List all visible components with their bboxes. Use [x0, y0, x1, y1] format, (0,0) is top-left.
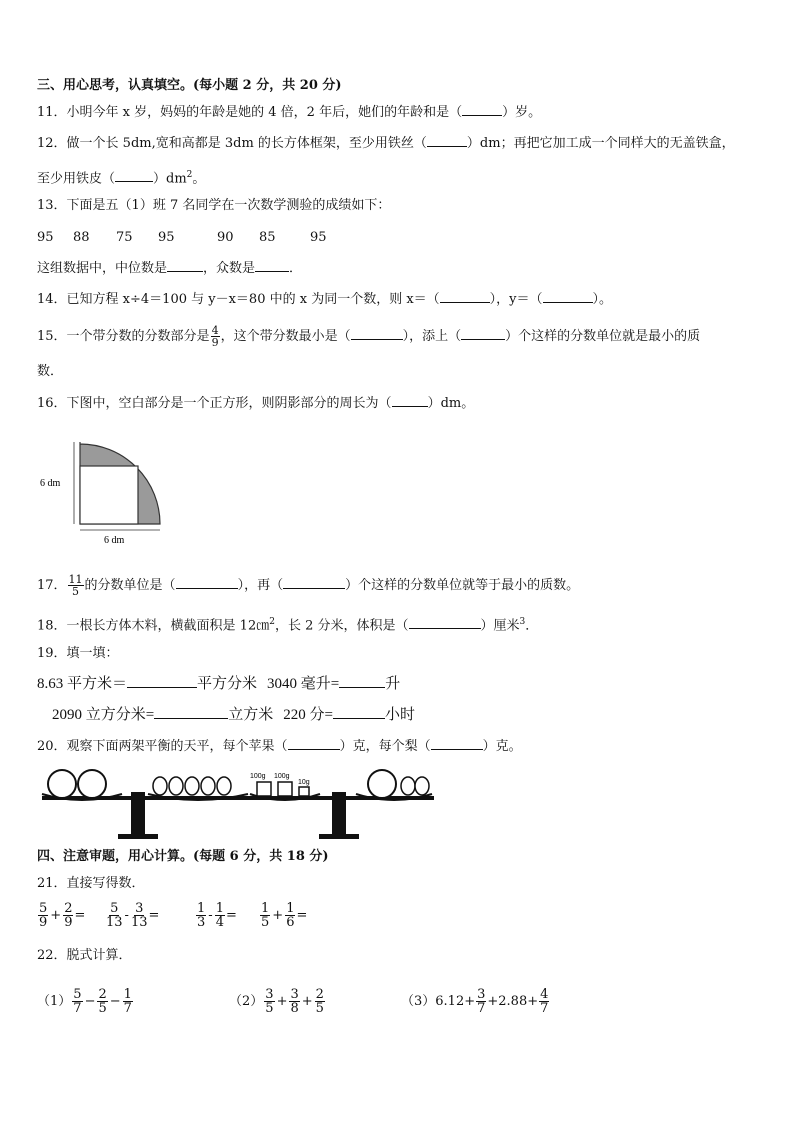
scale-post	[332, 792, 346, 834]
expression-text: +2.88+	[487, 994, 539, 1009]
question-21	[37, 875, 145, 893]
question-number: 16．	[37, 396, 67, 411]
question-12-line-2	[37, 166, 205, 188]
numerator: 3	[477, 987, 486, 1002]
answer-blank[interactable]	[427, 146, 467, 147]
question-13	[37, 197, 390, 215]
weight-label: 100g	[250, 773, 266, 780]
pear-icon	[153, 777, 167, 795]
conversion-row-1	[37, 675, 400, 693]
pear-icon	[201, 777, 215, 795]
question-text: ，这个带分数最小是（	[220, 329, 351, 344]
equals-sign: =	[296, 908, 308, 923]
question-text: 小明今年 x 岁，妈妈的年龄是她的 4 倍，2 年后，她们的年龄和是（	[66, 105, 463, 120]
operator: -	[208, 908, 213, 923]
problem-label: （1）	[37, 994, 72, 1009]
conversion-row-2	[52, 706, 415, 724]
question-text: ）克，每个梨（	[339, 739, 431, 754]
score: 85	[259, 230, 276, 245]
answer-blank[interactable]	[288, 749, 340, 750]
answer-blank[interactable]	[351, 339, 403, 340]
question-text: ）。	[592, 292, 613, 307]
denominator: 5	[265, 1001, 274, 1016]
fraction	[196, 902, 206, 929]
score: 88	[73, 230, 90, 245]
pear-icon	[401, 777, 415, 795]
operator: +	[272, 908, 284, 923]
fraction	[285, 902, 295, 929]
question-text: ），再（	[237, 578, 284, 593]
denominator: 9	[211, 336, 219, 349]
numerator: 1	[261, 901, 270, 916]
question-text: 的分数单位是（	[84, 578, 176, 593]
answer-blank[interactable]	[461, 339, 505, 340]
question-text: 做一个长 5dm,宽和高都是 3dm 的长方体框架，至少用铁丝（	[66, 136, 427, 151]
question-title: 直接写得数．	[66, 876, 145, 891]
step-calc-2[interactable]	[229, 988, 401, 1015]
fraction	[211, 325, 220, 348]
x-blank[interactable]	[440, 302, 490, 303]
answer-blank[interactable]	[115, 181, 153, 182]
question-text: ）dm；再把它加工成一个同样大的无盖铁盒，	[466, 136, 735, 151]
numerator: 2	[315, 987, 324, 1002]
fraction	[264, 988, 274, 1015]
question-number: 21．	[37, 876, 67, 891]
conversion-text: 小时	[384, 707, 415, 723]
balance-scale-left	[42, 770, 262, 839]
answer-blank[interactable]	[176, 588, 238, 589]
question-title: 填一填：	[66, 646, 119, 661]
fraction	[106, 902, 123, 929]
denominator: 5	[72, 585, 80, 598]
fraction	[63, 902, 73, 929]
numerator: 5	[73, 987, 82, 1002]
conversion-text: 3040 毫升=	[267, 676, 340, 692]
denominator: 7	[73, 1001, 82, 1016]
balance-scale-right	[244, 770, 434, 839]
numerator: 5	[110, 901, 119, 916]
answer-blank[interactable]	[283, 588, 345, 589]
question-20	[37, 738, 522, 756]
apple-icon	[78, 770, 106, 798]
question-text: 。	[192, 171, 206, 187]
numerator: 3	[135, 901, 144, 916]
mental-math-item[interactable]	[259, 902, 319, 929]
fraction	[260, 902, 270, 929]
superscript: 2	[269, 617, 275, 627]
question-text: ）个这样的分数单位就等于最小的质数。	[345, 578, 580, 593]
question-number: 15．	[37, 329, 67, 344]
denominator: 7	[123, 1001, 132, 1016]
balance-scales-figure	[38, 766, 438, 842]
conversion-text: 220 分=	[283, 707, 333, 723]
conversion-text: 立方米	[228, 707, 274, 723]
scale-base	[118, 834, 158, 839]
equals-sign: =	[148, 908, 160, 923]
mode-blank[interactable]	[255, 271, 289, 272]
question-text: ，众数是	[203, 261, 256, 276]
numerator: 3	[265, 987, 274, 1002]
mental-math-item[interactable]	[37, 902, 105, 929]
problem-label: （2）	[229, 994, 264, 1009]
y-blank[interactable]	[543, 302, 593, 303]
numerator: 4	[540, 987, 549, 1002]
question-14	[37, 291, 612, 309]
numerator: 3	[290, 987, 299, 1002]
fraction	[72, 988, 82, 1015]
question-text: 下图中，空白部分是一个正方形，则阴影部分的周长为（	[66, 396, 392, 411]
operator: +	[276, 994, 288, 1009]
conversion-text: 8.63 平方米＝	[37, 676, 128, 692]
question-text: 已知方程 x÷4＝100 与 y－x＝80 中的 x 为同一个数，则 x＝（	[66, 292, 440, 307]
question-text: 观察下面两架平衡的天平，每个苹果（	[66, 739, 288, 754]
question-text: ）dm。	[427, 396, 475, 411]
pear-icon	[185, 777, 199, 795]
bottom-label: 6 dm	[104, 535, 125, 546]
denominator: 5	[98, 1001, 107, 1016]
denominator: 9	[39, 915, 48, 930]
scale-post	[131, 792, 145, 834]
quarter-circle-figure	[36, 436, 166, 548]
question-number: 20．	[37, 739, 67, 754]
operator: +	[50, 908, 62, 923]
conversion-text: 平方分米	[197, 676, 258, 692]
weight-icon	[257, 782, 271, 796]
conversion-text: 2090 立方分米=	[52, 707, 155, 723]
question-13-line-3	[37, 260, 302, 278]
denominator: 13	[106, 915, 123, 930]
mental-math-item[interactable]	[105, 902, 195, 929]
fraction	[131, 902, 148, 929]
weight-icon	[278, 782, 292, 796]
pear-icon	[169, 777, 183, 795]
question-text: ）厘米	[480, 618, 520, 634]
question-text: ）岁。	[502, 105, 542, 120]
conversion-blank[interactable]	[339, 687, 385, 688]
mental-math-row	[37, 902, 319, 929]
pear-icon	[415, 777, 429, 795]
score: 75	[116, 230, 133, 245]
question-18	[37, 613, 538, 635]
question-number: 17．	[37, 578, 67, 593]
numerator: 5	[39, 901, 48, 916]
denominator: 5	[315, 1001, 324, 1016]
denominator: 8	[290, 1001, 299, 1016]
apple-icon	[368, 770, 396, 798]
fraction	[476, 988, 486, 1015]
question-number: 13．	[37, 198, 67, 213]
question-number: 22．	[37, 948, 67, 963]
weight-label: 10g	[298, 779, 310, 786]
section-3-heading: 三、用心思考，认真填空。(每小题 2 分，共 20 分)	[37, 78, 342, 93]
fraction	[215, 902, 225, 929]
score-list	[37, 229, 327, 247]
question-text: ）克。	[482, 739, 522, 754]
numerator: 11	[68, 573, 83, 586]
question-text: ），y＝（	[489, 292, 543, 307]
superscript: 2	[186, 170, 193, 180]
question-number: 14．	[37, 292, 67, 307]
conversion-blank[interactable]	[127, 687, 197, 688]
question-text: ．	[525, 618, 539, 634]
question-number: 18．	[37, 618, 67, 634]
operator: −	[109, 994, 121, 1009]
question-22	[37, 947, 132, 965]
step-calc-3[interactable]	[401, 988, 550, 1015]
answer-blank[interactable]	[462, 115, 502, 116]
question-15	[37, 325, 700, 348]
pear-icon	[217, 777, 231, 795]
numerator: 4	[211, 324, 219, 337]
weight-label: 100g	[274, 773, 290, 780]
weight-icon	[299, 787, 309, 796]
conversion-blank[interactable]	[333, 718, 385, 719]
fraction	[315, 988, 325, 1015]
answer-blank[interactable]	[431, 749, 483, 750]
numerator: 1	[123, 987, 132, 1002]
denominator: 13	[130, 915, 148, 930]
white-square	[80, 466, 138, 524]
section-4-heading: 四、注意审题，用心计算。(每题 6 分，共 18 分)	[37, 849, 329, 864]
numerator: 2	[98, 987, 107, 1002]
question-text: 这组数据中，中位数是	[37, 261, 168, 276]
step-calc-1[interactable]	[37, 988, 229, 1015]
fraction	[123, 988, 133, 1015]
median-blank[interactable]	[167, 271, 203, 272]
answer-blank[interactable]	[392, 406, 428, 407]
denominator: 7	[477, 1001, 486, 1016]
numerator: 1	[215, 901, 224, 916]
operator: −	[84, 994, 96, 1009]
numerator: 2	[64, 901, 73, 916]
question-15-line-2: 数．	[37, 364, 64, 379]
conversion-text: 升	[385, 676, 401, 692]
problem-label: （3）6.12+	[401, 994, 476, 1009]
question-text: ，长 2 分米，体积是（	[274, 618, 409, 634]
question-number: 19．	[37, 646, 67, 661]
score: 95	[158, 230, 175, 245]
question-text: 一根长方体木料，横截面积是 12㎝	[66, 618, 270, 634]
denominator: 5	[261, 915, 270, 930]
question-text: ）个这样的分数单位就是最小的质	[505, 329, 701, 344]
question-17	[37, 574, 579, 597]
question-text: ）dm	[153, 171, 187, 187]
conversion-blank[interactable]	[154, 718, 228, 719]
question-text: 至少用铁皮（	[37, 171, 116, 187]
apple-icon	[48, 770, 76, 798]
denominator: 7	[540, 1001, 549, 1016]
left-label: 6 dm	[40, 478, 61, 489]
equals-sign: =	[225, 908, 237, 923]
operator: +	[301, 994, 313, 1009]
mental-math-item[interactable]	[195, 902, 259, 929]
question-title: 脱式计算．	[66, 948, 132, 963]
score: 95	[310, 230, 327, 245]
question-11	[37, 104, 541, 122]
score: 95	[37, 230, 54, 245]
question-19	[37, 645, 119, 663]
denominator: 9	[64, 915, 73, 930]
fraction	[97, 988, 107, 1015]
fraction	[68, 574, 84, 597]
operator: -	[124, 908, 129, 923]
numerator: 1	[286, 901, 295, 916]
equals-sign: =	[74, 908, 86, 923]
question-number: 11．	[37, 105, 67, 120]
fraction	[38, 902, 48, 929]
question-text: 下面是五（1）班 7 名同学在一次数学测验的成绩如下：	[66, 198, 391, 213]
step-calc-row	[37, 988, 550, 1015]
fraction	[289, 988, 299, 1015]
fraction	[539, 988, 549, 1015]
question-text: 一个带分数的分数部分是	[66, 329, 210, 344]
question-12	[37, 135, 735, 153]
denominator: 3	[197, 915, 206, 930]
denominator: 6	[286, 915, 295, 930]
question-text: ．	[289, 261, 303, 276]
answer-blank[interactable]	[409, 628, 481, 629]
score: 90	[217, 230, 234, 245]
scale-base	[319, 834, 359, 839]
question-text: ），添上（	[402, 329, 462, 344]
numerator: 1	[197, 901, 206, 916]
question-number: 12．	[37, 136, 67, 151]
question-16	[37, 395, 474, 413]
superscript: 3	[519, 617, 526, 627]
denominator: 4	[215, 915, 224, 930]
